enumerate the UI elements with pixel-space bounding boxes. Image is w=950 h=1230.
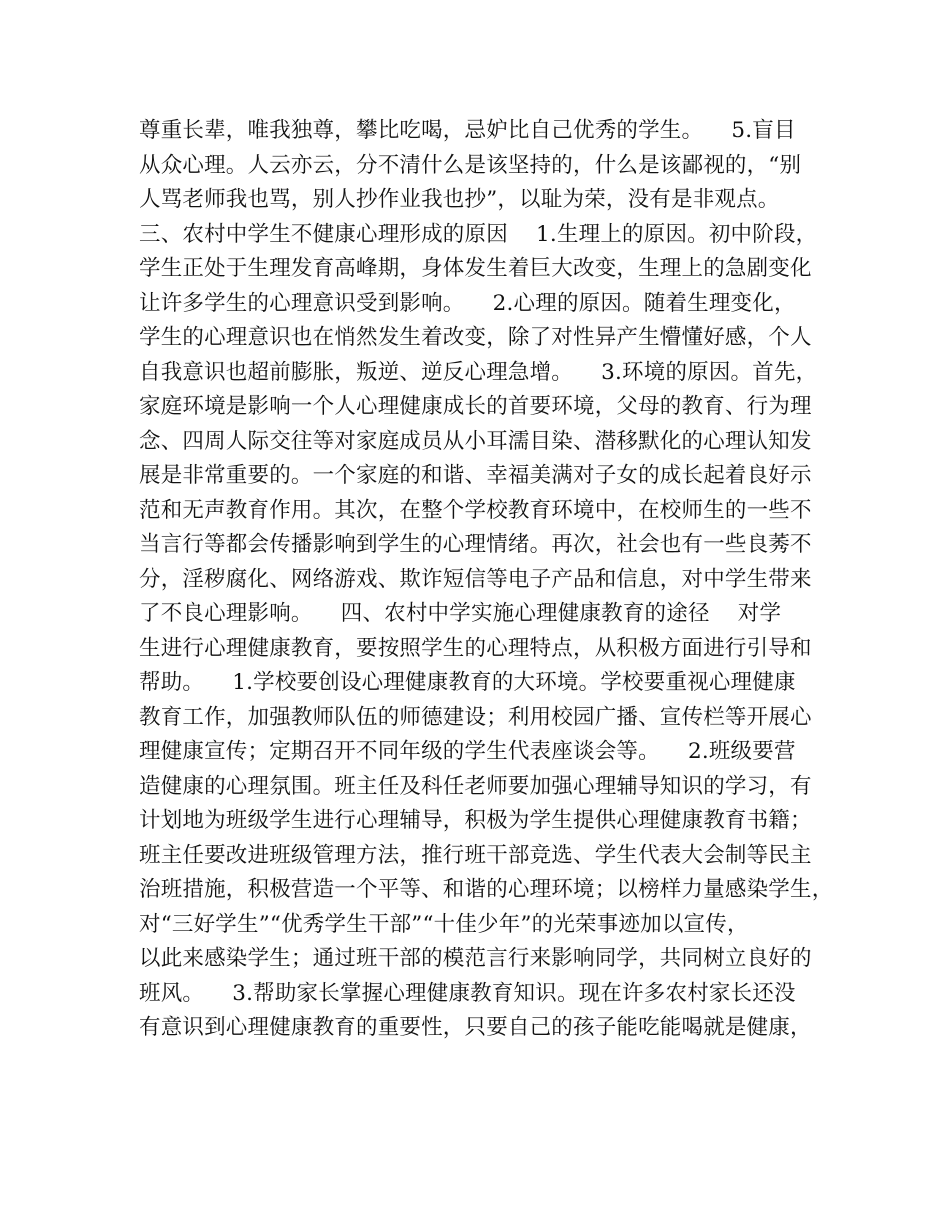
body-text: [139, 114, 834, 1046]
text-line: 有意识到心理健康教育的重要性，只要自己的孩子能吃能喝就是健康，: [139, 1015, 812, 1040]
text-line: 自我意识也超前膨胀，叛逆、逆反心理急增。 3.环境的原因。首先，: [139, 359, 818, 385]
text-line: 三、农村中学生不健康心理形成的原因 1.生理上的原因。初中阶段，: [139, 221, 818, 247]
text-line: 以此来感染学生；通过班干部的模范言行来影响同学，共同树立良好的: [139, 946, 812, 971]
text-line: 帮助。 1.学校要创设心理健康教育的大环境。学校要重视心理健康: [139, 670, 796, 695]
text-line: 学生正处于生理发育高峰期，身体发生着巨大改变，生理上的急剧变化: [139, 256, 812, 281]
text-line: 教育工作，加强教师队伍的师德建设；利用校园广播、宣传栏等开展心: [139, 704, 812, 730]
text-line: 分，淫秽腐化、网络游戏、欺诈短信等电子产品和信息，对中学生带来: [139, 566, 812, 592]
text-line: 班主任要改进班级管理方法，推行班干部竞选、学生代表大会制等民主: [139, 842, 812, 868]
text-line: 范和无声教育作用。其次，在整个学校教育环境中，在校师生的一些不: [139, 497, 812, 523]
text-line: 家庭环境是影响一个人心理健康成长的首要环境，父母的教育、行为理: [139, 394, 812, 419]
text-line: 对“三好学生”“优秀学生干部”“十佳少年”的光荣事迹加以宣传，: [139, 911, 749, 937]
text-line: 生进行心理健康教育，要按照学生的心理特点，从积极方面进行引导和: [139, 635, 812, 661]
text-line: 念、四周人际交往等对家庭成员从小耳濡目染、潜移默化的心理认知发: [139, 428, 812, 454]
text-line: 治班措施，积极营造一个平等、和谐的心理环境；以榜样力量感染学生，: [139, 877, 834, 902]
text-line: 计划地为班级学生进行心理辅导，积极为学生提供心理健康教育书籍；: [139, 808, 812, 833]
text-line: 从众心理。人云亦云，分不清什么是该坚持的，什么是该鄙视的，“别: [139, 152, 802, 178]
text-line: 学生的心理意识也在悄然发生着改变，除了对性异产生懵懂好感，个人: [139, 325, 812, 350]
text-line: 尊重长辈，唯我独尊，攀比吃喝，忌妒比自己优秀的学生。 5.盲目: [139, 118, 796, 143]
text-line: 当言行等都会传播影响到学生的心理情绪。再次，社会也有一些良莠不: [139, 532, 812, 557]
text-line: 人骂老师我也骂，别人抄作业我也抄”，以耻为荣，没有是非观点。: [139, 187, 780, 212]
text-line: 展是非常重要的。一个家庭的和谐、幸福美满对子女的成长起着良好示: [139, 463, 812, 488]
text-line: 理健康宣传；定期召开不同年级的学生代表座谈会等。 2.班级要营: [139, 739, 796, 764]
text-line: 班风。 3.帮助家长掌握心理健康教育知识。现在许多农村家长还没: [139, 980, 796, 1006]
text-line: 了不良心理影响。 四、农村中学实施心理健康教育的途径 对学: [139, 601, 782, 626]
text-line: 让许多学生的心理意识受到影响。 2.心理的原因。随着生理变化，: [139, 290, 796, 316]
text-line: 造健康的心理氛围。班主任及科任老师要加强心理辅导知识的学习，有: [139, 773, 812, 799]
